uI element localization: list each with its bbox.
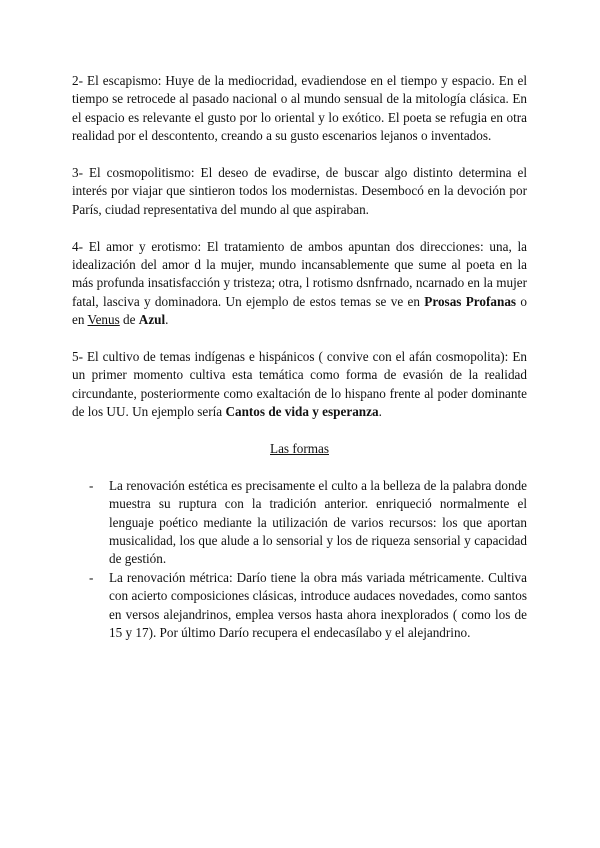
book-title-prosas-profanas: Prosas Profanas: [424, 293, 517, 309]
list-item-text: La renovación estética es precisamente el culto a la belleza de la palabra donde muestra su ruptura con la tradición anterior. enriqueció normalmente el lenguaje poético mediante la utilización de varios recursos: los que aportan musicalidad, los que alude a lo sensorial y los de riqueza sensorial y capacidad de gestión.: [109, 477, 527, 567]
dash-bullet: -: [89, 569, 94, 585]
list-item-renovacion-metrica: [72, 569, 527, 643]
paragraph-temas-indigenas: [72, 348, 527, 422]
paragraph-text: 4- El amor y erotismo: El tratamiento de ambos apuntan dos direcciones: una, la idealización del amor d la mujer, mundo incansablemente que sume al poeta en la más profunda insatisfacción y tristeza; otra, l rotismo dsnfrnado, ncarnado en la mujer fatal, lasciva y dominadora. Un ejemplo de estos temas se ve en: [72, 238, 527, 309]
poem-title-venus: Venus: [87, 312, 120, 328]
paragraph-cosmopolitismo: 3- El cosmopolitismo: El deseo de evadirse, de buscar algo distinto determina el interés por viajar que sintieron todos los modernistas. Desembocó en la devoción por París, ciudad representativa del mundo al que aspiraban.: [72, 165, 527, 217]
book-title-azul: Azul: [138, 312, 166, 328]
paragraph-text: 5- El cultivo de temas indígenas e hispánicos ( convive con el afán cosmopolita): En un primer momento cultiva esta temática como forma de evasión de la realidad circundante, posteriormente como exaltación de lo hispano frente al poder dominante de los UU. Un ejemplo sería: [72, 349, 527, 420]
formas-list: [72, 477, 527, 643]
paragraph-text: .: [165, 312, 169, 328]
document-body: [72, 72, 527, 643]
paragraph-text: o en: [72, 293, 528, 328]
paragraph-escapismo: 2- El escapismo: Huye de la mediocridad, evadiendose en el tiempo y espacio. En el tiempo se retrocede al pasado nacional o al mundo sensual de la mitología clásica. En el espacio es relevante el gusto por lo oriental y lo exótico. El poeta se refugia en otra realidad por el descontento, creando a su gusto escenarios lejanos o inventados.: [72, 73, 527, 144]
list-item-text: La renovación métrica: Darío tiene la obra más variada métricamente. Cultiva con acierto composiciones clásicas, introduce audaces novedades, como santos en versos alejandrinos, emplea versos hasta ahora inexplorados ( como los de 15 y 17). Por último Darío recupera el endecasílabo y el alejandrino.: [109, 569, 527, 641]
list-item-renovacion-estetica: [72, 477, 527, 569]
paragraph-amor-erotismo: [72, 238, 527, 330]
paragraph-text: .: [378, 404, 382, 420]
book-title-cantos-de-vida: Cantos de vida y esperanza: [225, 404, 379, 420]
section-heading-las-formas: Las formas: [270, 441, 329, 457]
paragraph-text: de: [119, 312, 139, 328]
dash-bullet: -: [89, 477, 94, 493]
